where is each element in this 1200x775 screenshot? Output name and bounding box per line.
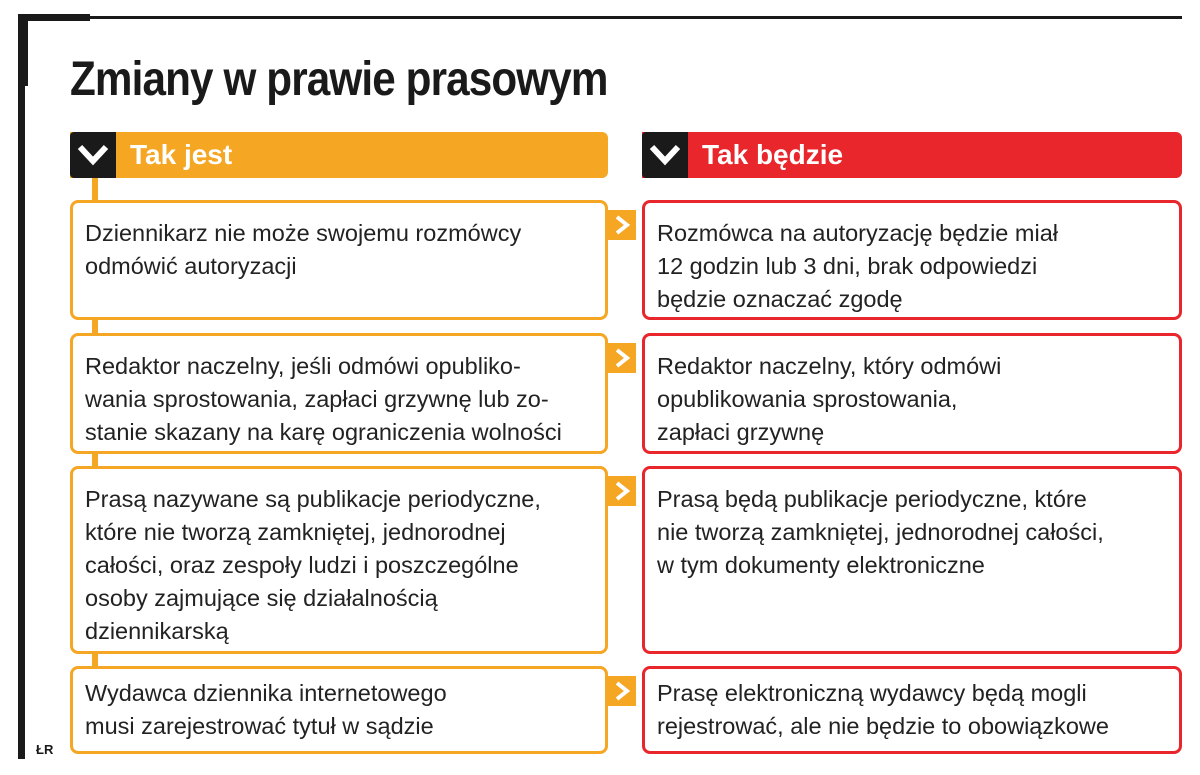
chevron-right-icon [608,676,636,706]
text-line: Dziennikarz nie może swojemu rozmówcy [85,220,522,246]
comparison-row [70,466,1182,654]
current-rule-box [70,666,608,754]
current-rule-box [70,333,608,454]
comparison-row [70,666,1182,754]
comparison-row [70,200,1182,320]
column-header-future-label: Tak będzie [702,139,844,170]
future-rule-box [642,666,1182,754]
text-line: wania sprostowania, zapłaci grzywnę lub zo- [85,386,549,412]
text-line: Wydawca dziennika internetowego [85,680,447,706]
future-rule-box [642,333,1182,454]
text-line: nie tworzą zamkniętej, jednorodnej całości, [657,519,1104,545]
comparison-row [70,333,1182,454]
text-line: opublikowania sprostowania, [657,386,958,412]
column-header-future [642,132,1182,178]
chevron-right-icon [608,210,636,240]
chevron-down-icon [642,132,688,178]
text-line: w tym dokumenty elektroniczne [657,552,985,578]
frame-top-rule [90,16,1182,19]
text-line: stanie skazany na karę ograniczenia wolności [85,419,562,445]
text-line: dziennikarską [85,618,229,644]
text-line: Prasą będą publikacje periodyczne, które [657,486,1087,512]
text-line: Redaktor naczelny, jeśli odmówi opubliko- [85,353,521,379]
frame-corner-rule [18,14,90,21]
text-line: które nie tworzą zamkniętej, jednorodnej [85,519,506,545]
text-line: całości, oraz zespoły ludzi i poszczególne [85,552,519,578]
text-line: rejestrować, ale nie będzie to obowiązkowe [657,713,1109,739]
future-rule-box [642,200,1182,320]
text-line: Rozmówca na autoryzację będzie miał [657,220,1058,246]
page-title: Zmiany w prawie prasowym [70,53,608,106]
author-credit: ŁR [36,742,54,757]
chevron-right-icon [608,343,636,373]
text-line: 12 godzin lub 3 dni, brak odpowiedzi [657,253,1038,279]
frame-vertical-rule [18,14,25,759]
chevron-right-icon [608,476,636,506]
future-rule-box [642,466,1182,654]
text-line: Prasę elektroniczną wydawcy będą mogli [657,680,1087,706]
frame-corner-tab [18,14,28,86]
text-line: musi zarejestrować tytuł w sądzie [85,713,434,739]
column-header-current-label: Tak jest [130,139,233,170]
text-line: osoby zajmujące się działalnością [85,585,438,611]
text-line: zapłaci grzywnę [657,419,825,445]
text-line: Prasą nazywane są publikacje periodyczne, [85,486,541,512]
text-line: Redaktor naczelny, który odmówi [657,353,1002,379]
column-header-current [70,132,608,178]
current-rule-box [70,200,608,320]
text-line: będzie oznaczać zgodę [657,286,903,312]
current-rule-box [70,466,608,654]
text-line: odmówić autoryzacji [85,253,297,279]
chevron-down-icon [70,132,116,178]
